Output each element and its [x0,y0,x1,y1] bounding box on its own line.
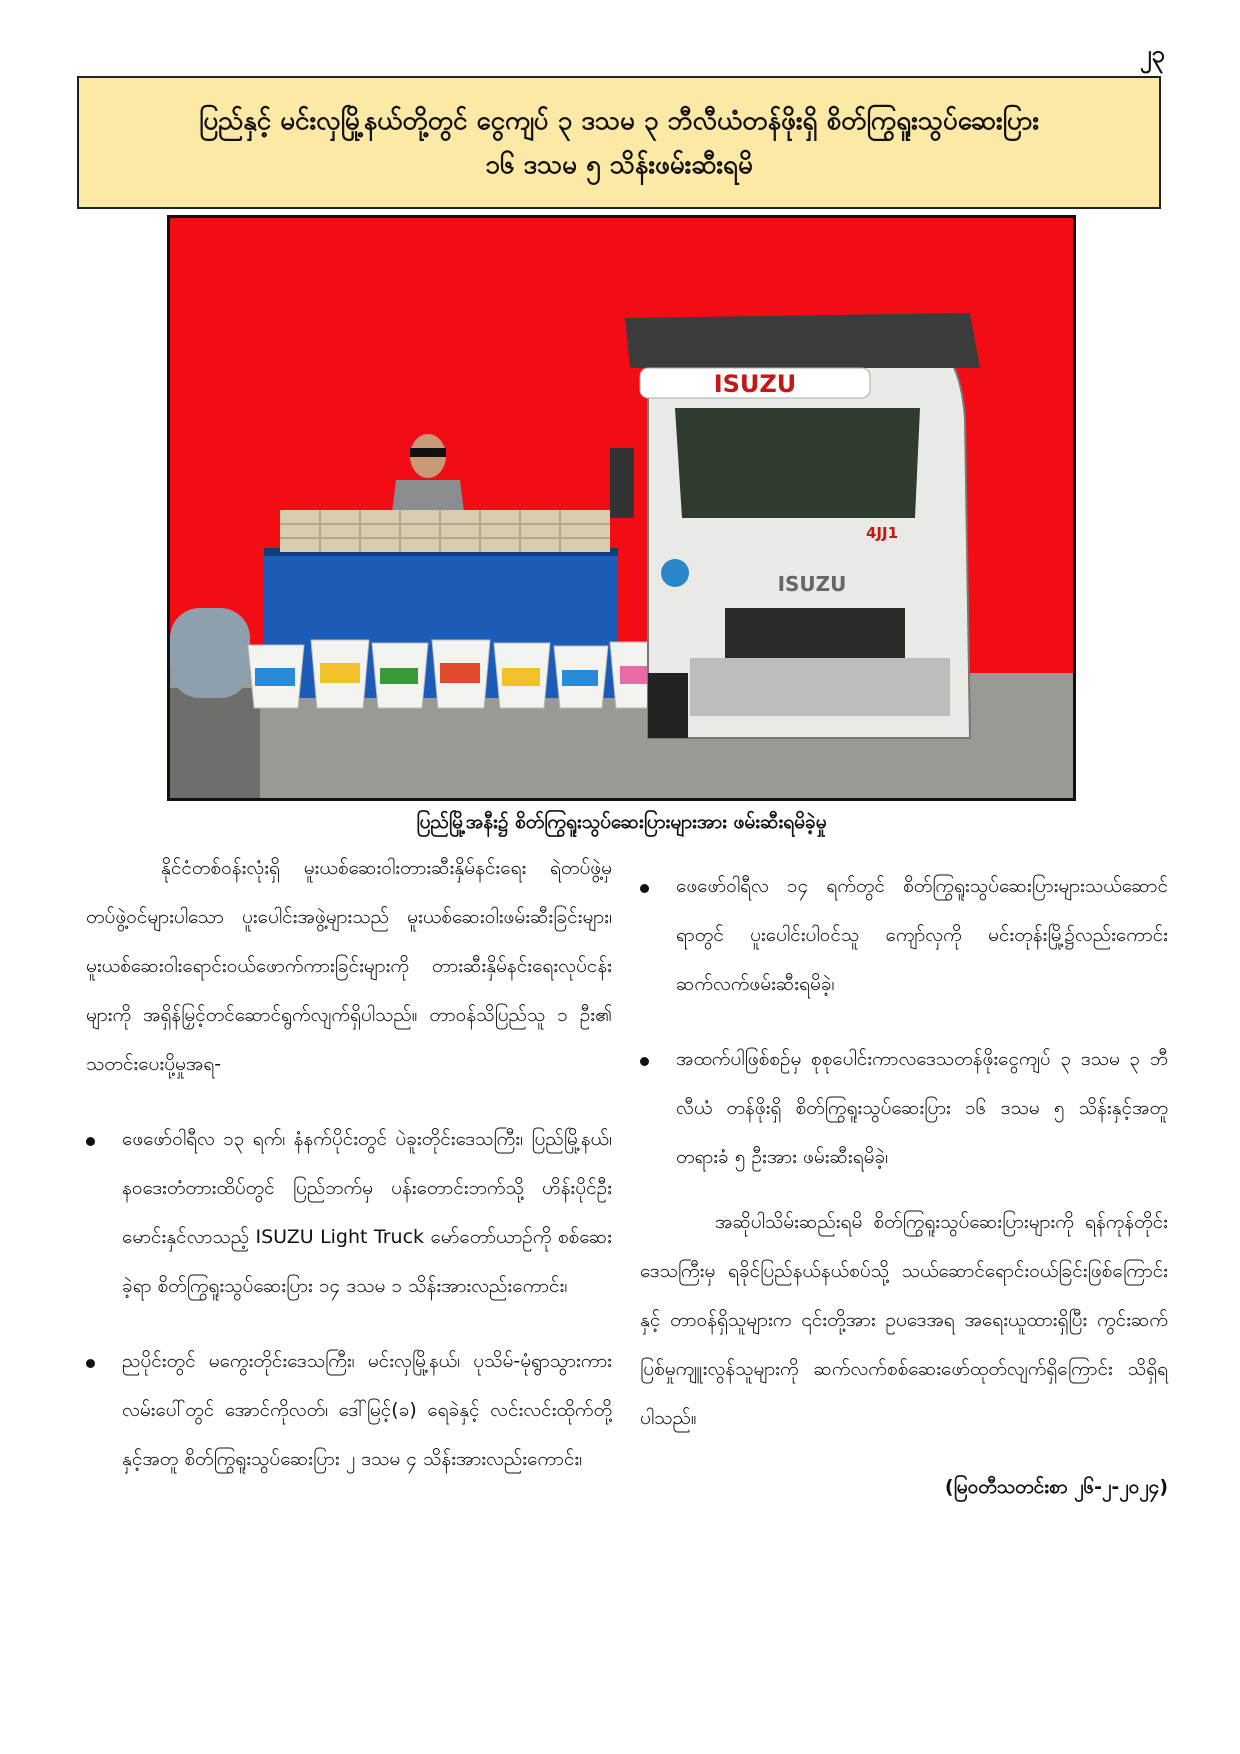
truck-brand-sign: ISUZU [713,370,797,398]
news-photo [167,215,1076,801]
headline-line-2: ၁၆ ဒသမ ၅ သိန်းဖမ်းဆီးရမိ [485,149,753,180]
ground-left [170,688,260,798]
right-bullet-list [640,862,1168,1182]
truck-logo [661,559,689,587]
bullet-item: အထက်ပါဖြစ်စဉ်မှ စုစုပေါင်းကာလဒေသတန်ဖိုးငွေကျပ် ၃ ဒသမ ၃ ဘီလီယံ တန်ဖိုးရှိ စိတ်ကြွရူးသွပ်ဆေးပြား ၁၆ ဒသမ ၅ သိန်းနှင့်အတူ တရားခံ ၅ ဦးအား ဖမ်းဆီးရမိခဲ့၊ [640,1035,1168,1182]
bullet-item: ဖေဖော်ဝါရီလ ၁၃ ရက်၊ နံနက်ပိုင်းတွင် ပဲခူးတိုင်းဒေသကြီး၊ ပြည်မြို့နယ်၊ န၀ဒေးတံတားထိပ်တွင် ပြည်ဘက်မှ ပန်းတောင်းဘက်သို့ ဟိန်းပိုင်ဦး မောင်းနှင်လာသည့် ISUZU Light Truck မော်တော်ယာဉ်ကို စစ်ဆေးခဲ့ရာ စိတ်ကြွရူးသွပ်ဆေးပြား ၁၄ ဒသမ ၁ သိန်းအားလည်းကောင်း၊ [86,1115,612,1311]
photo-caption: ပြည်မြို့အနီး၌ စိတ်ကြွရူးသွပ်ဆေးပြားများအား ဖမ်းဆီးရမိခဲ့မှု [416,811,827,833]
news-source: (မြဝတီသတင်းစာ ၂၆-၂-၂၀၂၄) [944,1476,1168,1498]
bullet-item: ညပိုင်းတွင် မကွေးတိုင်းဒေသကြီး၊ မင်းလှမြို့နယ်၊ ပုသိမ်-မုံရွာသွားကားလမ်းပေါ်တွင် အောင်ကိုလတ်၊ ဒေါ်မြင့်(ခ) ရေခဲနှင့် လင်းလင်းထိုက်တို့နှင့်အတူ စိတ်ကြွရူးသွပ်ဆေးပြား ၂ ဒသမ ၄ သိန်းအားလည်းကောင်း၊ [86,1337,612,1484]
gas-cylinder [170,608,250,698]
truck [610,313,980,738]
page-number: ၂၃ [1139,40,1165,68]
truck-model-badge: 4JJ1 [865,524,899,542]
intro-paragraph: နိုင်ငံတစ်ဝန်းလုံးရှိ မူးယစ်ဆေးဝါးတားဆီးနှိမ်နင်းရေး ရဲတပ်ဖွဲ့မှ တပ်ဖွဲ့ဝင်များပါသော ပူးပေါင်းအဖွဲ့များသည် မူးယစ်ဆေးဝါးဖမ်းဆီးခြင်းများ၊ မူးယစ်ဆေးဝါးရောင်းဝယ်ဖောက်ကားခြင်းများကို တားဆီးနှိမ်နင်းရေးလုပ်ငန်းများကို အရှိန်မြှင့်တင်ဆောင်ရွက်လျက်ရှိပါသည်။ တာဝန်သိပြည်သူ ၁ ဦး၏ သတင်းပေးပို့မှုအရ- [86,857,612,1075]
left-bullet-list [86,1115,612,1484]
truck-grille-brand: ISUZU [777,572,847,596]
person-face-blur [410,448,446,457]
right-column [640,862,1168,1512]
headline-line-1: ပြည်နှင့် မင်းလှမြို့နယ်တို့တွင် ငွေကျပ် ၃ ဒသမ ၃ ဘီလီယံတန်ဖိုးရှိ စိတ်ကြွရူးသွပ်ဆေးပြား [198,105,1040,136]
bullet-item: ဖေဖော်ဝါရီလ ၁၄ ရက်တွင် စိတ်ကြွရူးသွပ်ဆေးပြားများသယ်ဆောင်ရာတွင် ပူးပေါင်းပါဝင်သူ ကျော်လှကို မင်းတုန်းမြို့၌လည်းကောင်း ဆက်လက်ဖမ်းဆီးရမိခဲ့၊ [640,862,1168,1009]
left-column [86,844,612,1484]
closing-paragraph: အဆိုပါသိမ်းဆည်းရမိ စိတ်ကြွရူးသွပ်ဆေးပြားများကို ရန်ကုန်တိုင်းဒေသကြီးမှ ရခိုင်ပြည်နယ်နယ်စပ်သို့ သယ်ဆောင်ရောင်းဝယ်ခြင်းဖြစ်ကြောင်းနှင့် တာဝန်ရှိသူများက ၎င်းတို့အား ဥပဒေအရ အရေးယူထားရှိပြီး ကွင်းဆက်ပြစ်မှုကျူးလွန်သူများကို ဆက်လက်စစ်ဆေးဖော်ထုတ်လျက်ရှိကြောင်း သိရှိရပါသည်။ [640,1211,1168,1429]
headline-box [77,76,1161,209]
seizure-scene-illustration [170,218,1073,798]
